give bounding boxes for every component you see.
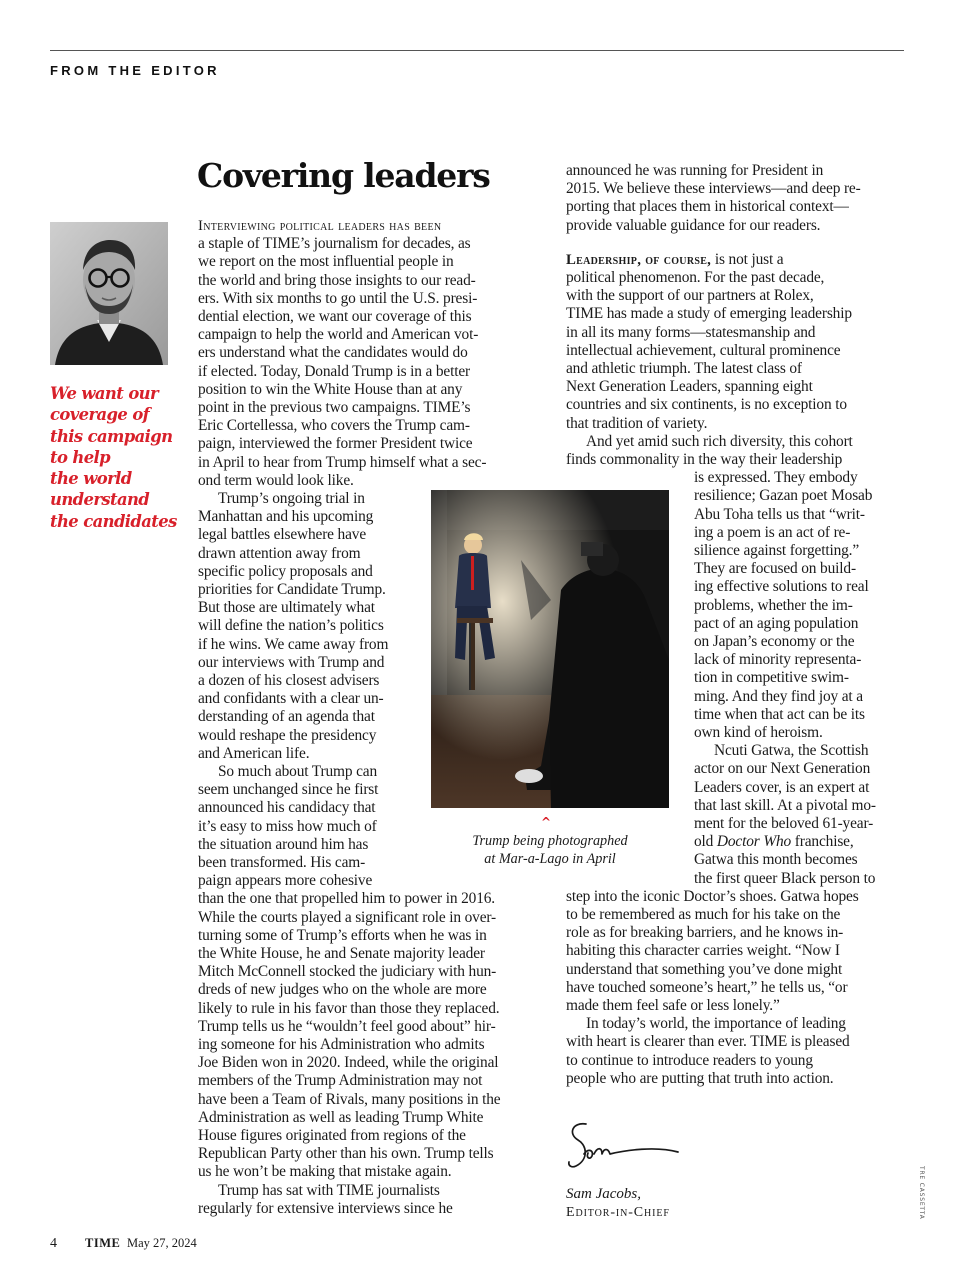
body-text: that tradition of variety. (566, 414, 708, 432)
body-line (198, 672, 379, 690)
body-text: Trump’s ongoing trial in (218, 490, 365, 507)
pull-quote-line: this campaign (50, 426, 173, 446)
body-line (218, 763, 377, 781)
body-line (198, 636, 388, 654)
body-line (566, 180, 861, 198)
body-text: seem unchanged since he first (198, 781, 379, 799)
body-text: silience against forgetting.” (694, 542, 860, 559)
body-line (694, 669, 849, 687)
body-line (198, 508, 373, 526)
body-line (198, 1109, 483, 1127)
body-text: announced he was running for President in (566, 162, 824, 179)
body-line (198, 399, 470, 417)
body-text: 2015. We believe these interviews—and deep re- (566, 180, 861, 198)
body-line (694, 560, 856, 578)
body-text: old (694, 833, 717, 851)
body-text: and American life. (198, 744, 310, 762)
body-line (694, 870, 875, 888)
body-text: role as for breaking barriers, and he knows in- (566, 924, 844, 942)
body-text: Abu Toha tells us that “writ- (694, 505, 865, 523)
body-line (198, 836, 368, 854)
body-line (198, 417, 470, 435)
body-text: Manhattan and his upcoming (198, 508, 374, 526)
body-line (566, 961, 842, 979)
body-line (198, 927, 487, 945)
body-text: it’s easy to miss how much of (198, 817, 377, 835)
body-text: is not just a (711, 250, 784, 268)
body-line (198, 1054, 498, 1072)
issue-date: May 27, 2024 (127, 1236, 197, 1250)
body-text: Ncuti Gatwa, the Scottish (714, 742, 869, 760)
body-text: own kind of heroism. (694, 724, 823, 741)
body-text: habiting this character carries weight. “Now I (566, 942, 840, 960)
body-line (198, 308, 471, 326)
body-text: if elected. Today, Donald Trump is in a better (198, 362, 470, 380)
body-line (694, 487, 872, 505)
editor-portrait (50, 222, 168, 365)
body-line (694, 542, 859, 560)
body-text: finds commonality in the way their leadership (566, 451, 843, 468)
body-line (198, 290, 477, 308)
body-text: Administration as well as leading Trump White (198, 1108, 484, 1126)
body-text: Trump has sat with TIME journalists (218, 1181, 440, 1199)
body-line (198, 854, 365, 872)
body-line (566, 1070, 834, 1088)
body-text: pact of an aging population (694, 614, 859, 632)
pull-quote-line: coverage of (50, 405, 150, 425)
body-text: actor on our Next Generation (694, 760, 871, 778)
body-text: to continue to introduce readers to young (566, 1051, 813, 1069)
body-line (198, 945, 485, 963)
body-text: point in the previous two campaigns. TIME’s (198, 399, 471, 416)
editor-signature (566, 1120, 681, 1178)
body-text: And yet amid such rich diversity, this cohort (586, 432, 853, 450)
body-text: ers understand what the candidates would do (198, 344, 468, 362)
body-line (694, 724, 823, 742)
body-text: franchise, (791, 833, 854, 851)
body-line (218, 490, 365, 508)
body-text: likely to rule in his favor than those they replaced. (198, 999, 500, 1017)
body-line (694, 506, 865, 524)
body-text: ming. And they find joy at a (694, 687, 863, 705)
body-text: regularly for extensive interviews since he (198, 1199, 453, 1217)
body-text: Gatwa this month becomes (694, 851, 858, 869)
body-line (198, 708, 375, 726)
body-line (198, 1036, 485, 1054)
pull-quote-line: the world (50, 469, 132, 489)
body-line (694, 578, 869, 596)
body-text: a dozen of his closest advisers (198, 672, 380, 689)
top-rule (50, 50, 904, 51)
body-text: While the courts played a significant role in over- (198, 908, 497, 926)
body-line (566, 415, 707, 433)
body-line (566, 324, 815, 342)
body-line (586, 1015, 846, 1033)
body-text: position to win the White House than at any (198, 380, 463, 398)
body-line (586, 433, 853, 451)
body-text: and athletic triumph. The latest class of (566, 360, 802, 377)
body-text: Trump tells us he “wouldn’t feel good about” hir- (198, 1017, 496, 1035)
body-line (694, 815, 873, 833)
body-text: ing effective solutions to real (694, 578, 869, 596)
body-line (198, 872, 372, 890)
body-line (198, 344, 468, 362)
body-line (198, 363, 470, 381)
body-text: ond term would look like. (198, 471, 354, 489)
body-text: have touched someone’s heart,” he tells us, “or (566, 978, 848, 996)
body-text: if he wins. We came away from (198, 635, 389, 653)
body-line (198, 799, 375, 817)
body-text: announced his candidacy that (198, 799, 376, 817)
body-line (198, 745, 309, 763)
caption-caret-icon: ^ (541, 815, 552, 829)
caption-line: Trump being photographed (472, 833, 628, 849)
body-line (566, 305, 852, 323)
body-text: problems, whether the im- (694, 596, 853, 614)
body-line (566, 287, 814, 305)
body-text: people who are putting that truth into action. (566, 1069, 834, 1087)
body-line (198, 1200, 453, 1218)
body-text: Republican Party other than his own. Trump tells (198, 1145, 494, 1163)
body-line (566, 979, 847, 997)
body-line (198, 1145, 493, 1163)
body-text: Joe Biden won in 2020. Indeed, while the original (198, 1054, 499, 1072)
body-text: with heart is clearer than ever. TIME is pleased (566, 1033, 850, 1051)
body-text: to be remembered as much for his take on the (566, 906, 841, 923)
body-text: porting that places them in historical context— (566, 198, 849, 216)
body-line (694, 651, 861, 669)
body-line (694, 760, 870, 778)
body-text: would reshape the presidency (198, 726, 377, 744)
pull-quote-line: the candidates (50, 511, 177, 531)
body-line (566, 217, 820, 235)
body-text: provide valuable guidance for our readers. (566, 216, 821, 234)
body-text: lack of minority representa- (694, 651, 862, 669)
body-line (566, 997, 780, 1015)
body-line (198, 818, 377, 836)
body-text: ment for the beloved 61-year- (694, 815, 874, 832)
body-line (198, 1091, 500, 1109)
pull-quote-line: We want our (50, 384, 159, 403)
body-text: countries and six continents, is no exception to (566, 396, 847, 414)
body-text: ers. With six months to go until the U.S. presi- (198, 289, 478, 307)
body-line (198, 1072, 482, 1090)
body-text: resilience; Gazan poet Mosab (694, 487, 873, 505)
body-text: In today’s world, the importance of leading (586, 1015, 846, 1033)
body-line (566, 451, 842, 469)
body-line (694, 633, 854, 651)
body-text: the White House, he and Senate majority leader (198, 945, 485, 962)
body-line (566, 162, 823, 180)
body-text: Leadership, of course, (566, 251, 712, 268)
body-line (694, 797, 876, 815)
caption-line: at Mar-a-Lago in April (484, 850, 616, 867)
body-line (566, 360, 802, 378)
body-text: paign, interviewed the former President twice (198, 435, 473, 453)
body-line (566, 342, 840, 360)
body-line (198, 526, 366, 544)
body-line (198, 963, 496, 981)
pull-quote (50, 383, 180, 532)
body-text: paign appears more cohesive (198, 872, 373, 890)
body-line (566, 942, 840, 960)
body-line (198, 272, 476, 290)
body-line (198, 1018, 496, 1036)
photo-credit: TRE CASSETTA (918, 1166, 925, 1220)
body-line (198, 545, 361, 563)
body-line (198, 472, 354, 490)
body-line (566, 906, 840, 924)
body-text: Doctor Who (716, 833, 792, 851)
body-text: our interviews with Trump and (198, 653, 385, 671)
body-text: dential election, we want our coverage of this (198, 308, 472, 325)
pull-quote-line: to help (50, 447, 111, 467)
body-line (198, 890, 495, 908)
body-text: specific policy proposals and (198, 562, 373, 580)
body-line (198, 654, 384, 672)
body-text: a staple of TIME’s journalism for decades, as (198, 235, 471, 253)
body-text: derstanding of an agenda that (198, 708, 375, 726)
body-line (198, 981, 487, 999)
body-line (694, 524, 850, 542)
body-text: So much about Trump can (218, 763, 378, 780)
body-text: time when that act can be its (694, 705, 865, 723)
body-line (198, 617, 384, 635)
body-text: ing a poem is an act of re- (694, 523, 851, 541)
body-line (566, 198, 849, 216)
body-text: TIME has made a study of emerging leadership (566, 305, 852, 323)
page-number: 4 (50, 1236, 57, 1251)
body-text: political phenomenon. For the past decade, (566, 269, 825, 286)
body-line (198, 435, 472, 453)
body-text: Eric Cortellessa, who covers the Trump cam- (198, 417, 470, 435)
body-line (566, 396, 847, 414)
body-line (218, 1182, 440, 1200)
trump-photo (431, 490, 669, 808)
body-text: Mitch McConnell stocked the judiciary with hun- (198, 963, 497, 981)
body-text: intellectual achievement, cultural prominence (566, 341, 841, 359)
photo-caption (440, 833, 660, 868)
body-text: we report on the most influential people in (198, 253, 454, 271)
body-text: campaign to help the world and American vot- (198, 326, 479, 344)
body-text: legal battles elsewhere have (198, 526, 367, 544)
editor-title: Editor-in-Chief (566, 1205, 670, 1220)
editor-name: Sam Jacobs, (566, 1186, 641, 1202)
body-line (198, 326, 478, 344)
body-line (566, 924, 843, 942)
body-text: the world and bring those insights to our read- (198, 271, 476, 289)
body-line (694, 833, 854, 851)
body-text: on Japan’s economy or the (694, 633, 855, 650)
body-line (694, 851, 858, 869)
body-line (694, 706, 865, 724)
body-text: been transformed. His cam- (198, 854, 366, 871)
body-line (198, 235, 470, 253)
body-line (694, 779, 869, 797)
body-text: have been a Team of Rivals, many positions in the (198, 1090, 501, 1108)
body-text: Leaders cover, is an expert at (694, 778, 870, 796)
body-line (198, 563, 373, 581)
body-text: But those are ultimately what (198, 599, 375, 617)
body-line (694, 615, 858, 633)
body-text: Next Generation Leaders, spanning eight (566, 378, 813, 396)
body-line (694, 688, 863, 706)
body-text: and confidants with a clear un- (198, 690, 384, 708)
body-line (566, 251, 783, 269)
body-text: with the support of our partners at Rolex, (566, 287, 814, 305)
body-line (694, 597, 853, 615)
body-text: ing someone for his Administration who admits (198, 1036, 485, 1053)
body-text: members of the Trump Administration may not (198, 1072, 483, 1090)
body-text: the situation around him has (198, 835, 369, 853)
body-text: dreds of new judges who on the whole are more (198, 981, 487, 999)
body-line (694, 469, 858, 487)
publication-name: TIME (85, 1236, 121, 1250)
body-text: the first queer Black person to (694, 869, 876, 887)
body-line (198, 581, 386, 599)
body-text: that last skill. At a pivotal mo- (694, 796, 876, 814)
body-line (198, 1163, 451, 1181)
body-line (566, 269, 824, 287)
body-line (198, 599, 375, 617)
body-text: turning some of Trump’s efforts when he was in (198, 926, 487, 944)
body-text: They are focused on build- (694, 560, 856, 578)
body-text: drawn attention away from (198, 544, 361, 562)
body-line (198, 454, 486, 472)
body-line (198, 1127, 466, 1145)
body-line (198, 381, 462, 399)
body-text: understand that something you’ve done might (566, 960, 843, 978)
headline: Covering leaders (197, 156, 490, 195)
body-line (198, 727, 376, 745)
pull-quote-line: understand (50, 490, 150, 510)
body-line (566, 1033, 850, 1051)
body-line (198, 217, 441, 235)
body-line (566, 888, 859, 906)
body-text: in all its many forms—statesmanship and (566, 323, 816, 341)
body-line (198, 690, 384, 708)
body-text: in April to hear from Trump himself what a sec- (198, 453, 487, 471)
body-text: is expressed. They embody (694, 469, 858, 487)
body-text: will define the nation’s politics (198, 617, 384, 635)
body-line (566, 1052, 813, 1070)
body-line (198, 1000, 499, 1018)
body-text: step into the iconic Doctor’s shoes. Gatwa hopes (566, 887, 859, 905)
body-text: Interviewing political leaders has been (198, 218, 442, 234)
body-line (198, 781, 378, 799)
body-line (714, 742, 868, 760)
body-text: tion in competitive swim- (694, 669, 849, 687)
body-text: made them feel safe or less lonely.” (566, 997, 780, 1014)
body-line (198, 909, 496, 927)
section-label: FROM THE EDITOR (50, 63, 220, 78)
body-text: priorities for Candidate Trump. (198, 581, 386, 598)
body-text: House figures originated from regions of the (198, 1127, 466, 1144)
body-text: than the one that propelled him to power in 2016. (198, 890, 495, 908)
body-text: us he won’t be making that mistake again. (198, 1163, 452, 1181)
body-line (566, 378, 813, 396)
body-line (198, 253, 454, 271)
